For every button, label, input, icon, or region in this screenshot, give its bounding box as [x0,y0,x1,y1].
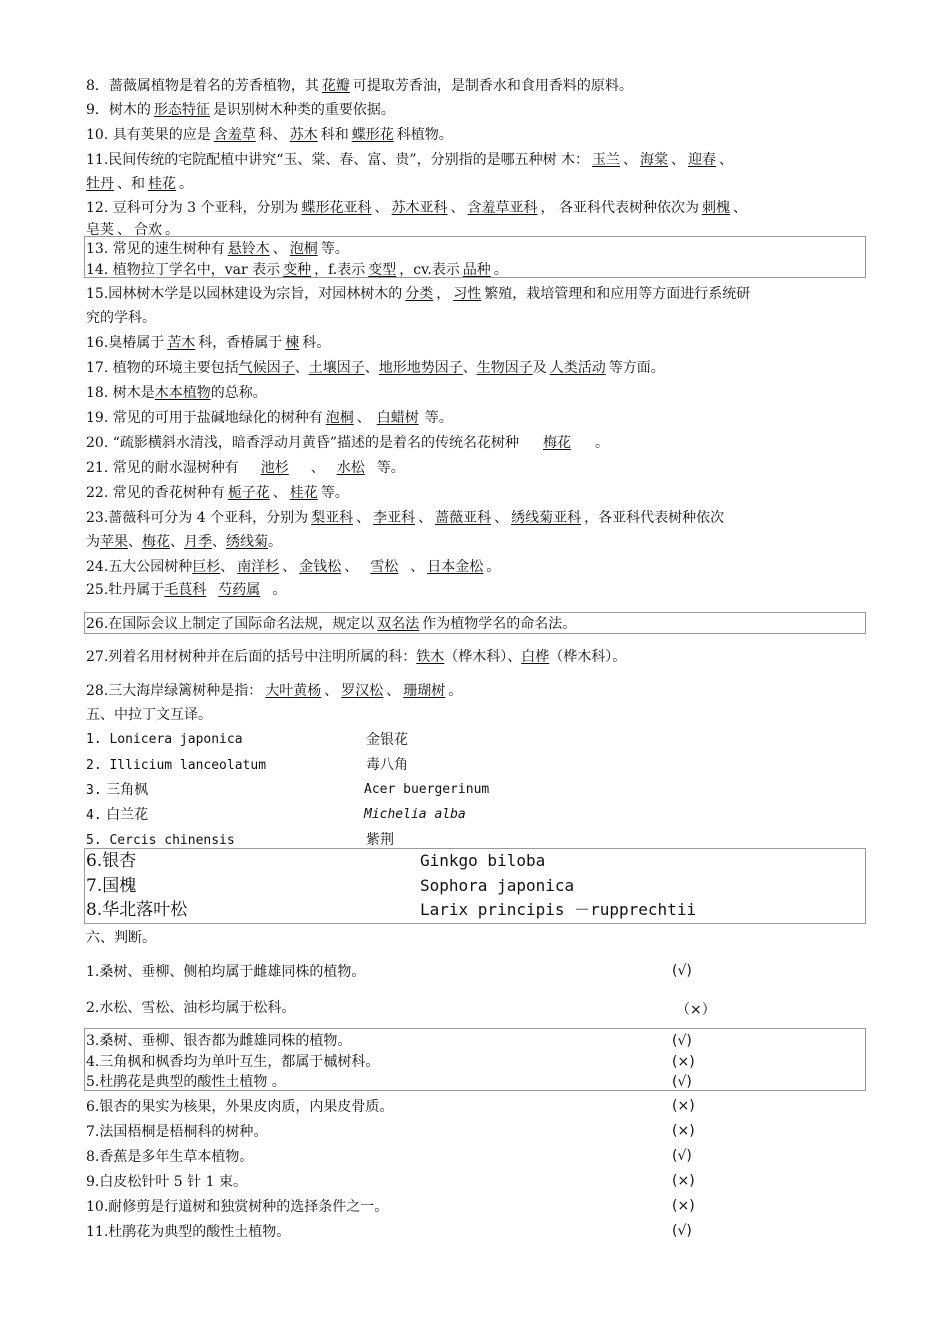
question-text: （桦木科）。 [549,649,627,665]
question-text: 22. 常见的香花树种有 [86,485,225,501]
question-text: ， 各亚科代表树种依次为 [540,200,699,216]
question-text: 等。 [320,485,349,501]
judgment-text: 5.杜鹃花是典型的酸性土植物 。 [86,1074,286,1090]
question-13 [86,240,349,258]
answer-blank: 迎春 [688,152,717,168]
separator: 、 [272,241,287,257]
separator: 、 [356,510,371,526]
question-16 [86,334,330,352]
answer-blank: 气候因子 [238,360,295,376]
answer-blank: 泡桐 [289,241,318,257]
row-number: 1. [86,732,102,747]
answer-blank: 罗汉松 [341,683,384,699]
judgment-mark: (√) [672,1033,692,1049]
question-text: 27.列着名用材树种并在后面的括号中注明所属的科： [86,649,417,665]
answer-blank: 楝 [285,335,300,351]
judgment-mark: (×) [672,1173,695,1189]
question-15 [86,285,750,303]
question-text: 为 [86,534,100,550]
judgment-mark: （×） [676,1002,716,1018]
separator: 及 [532,360,547,376]
judgment-item [86,1198,388,1216]
separator: 、 [732,200,747,216]
question-text: 13. 常见的速生树种有 [86,241,225,257]
answer-blank: 皂荚 [86,222,114,238]
question-text: 是识别树木种类的重要依据。 [212,102,395,118]
judgment-item [86,1033,351,1049]
question-text: ，f.表示 [314,262,366,278]
judgment-item [86,1098,393,1116]
row-number: 2. [86,758,102,773]
judgment-text: 4.三角枫和枫香均为单叶互生，都属于槭树科。 [86,1054,380,1070]
question-text: 科植物。 [396,127,453,143]
answer-blank: 悬铃木 [227,241,270,257]
judgment-mark: (√) [672,963,692,979]
judgment-text: 3.桑树、垂柳、银杏都为雌雄同株的植物。 [86,1033,352,1049]
separator: 、 [170,534,184,550]
judgment-mark: (×) [672,1098,695,1114]
answer-blank: 梅花 [142,534,170,550]
answer-blank: 习性 [453,286,482,302]
question-text: 等。 [376,460,405,476]
row-number: 8. [86,900,103,920]
judgment-item [86,1054,379,1070]
answer-blank: 水松 [336,460,365,476]
row-right: Ginkgo biloba [420,851,546,870]
question-text: 。 [165,222,179,238]
answer-blank: 牡丹 [86,176,114,192]
answer-blank: 木本植物 [154,385,211,401]
question-17 [86,359,665,377]
translation-row [86,900,697,920]
question-text: 28.三大海岸绿篱树种是指： [86,683,263,699]
row-right: Sophora japonica [420,876,575,895]
judgment-text: 7.法国梧桐是梧桐科的树种。 [86,1124,268,1140]
row-content [86,731,243,749]
answer-blank: 南洋杉 [237,559,280,575]
judgment-item [86,1074,286,1090]
answer-blank: 品种 [462,262,491,278]
row-content [86,851,136,871]
row-number: 4. [86,808,102,823]
answer-blank: 土壤因子 [308,360,365,376]
row-left: Illicium lanceolatum [109,758,267,773]
question-text: 16.臭椿属于 [86,335,165,351]
separator: 、 [450,200,465,216]
row-left: 华北落叶松 [102,900,188,920]
row-content [86,807,148,823]
row-right: Larix principis －rupprechtii [420,900,697,919]
question-text: 17. 植物的环境主要包括 [86,360,239,376]
separator: 、 [282,559,297,575]
separator: 、 [374,200,389,216]
question-22 [86,484,349,502]
question-text: 的总称。 [210,385,267,401]
row-right: Acer buergerinum [364,782,490,797]
translation-row [86,756,408,775]
separator: 、 [294,360,309,376]
question-text: 繁殖，栽培管理和和应用等方面进行系统研 [484,286,751,302]
question-text: 。 [448,683,463,699]
question-text: 科。 [302,335,331,351]
question-text: 10. 具有荚果的应是 [86,127,211,143]
question-text: 。 [595,435,610,451]
section-5-title: 五、中拉丁文互译。 [86,707,212,723]
judgment-text: 11.杜鹃花为典型的酸性土植物。 [86,1224,291,1240]
answer-blank: 海棠 [640,152,669,168]
separator: 、 [623,152,638,168]
question-text: 科、 [258,127,287,143]
answer-blank: 珊瑚树 [403,683,446,699]
answer-blank: 白桦 [521,649,550,665]
translation-row [86,806,466,825]
answer-blank: 日本金松 [427,559,484,575]
separator: 、 [671,152,686,168]
question-text: 科和 [320,127,349,143]
question-text: 26.在国际会议上制定了国际命名法规，规定以 [86,616,375,632]
judgment-text: 10.耐修剪是行道树和独赏树种的选择条件之一。 [86,1199,389,1215]
question-18 [86,384,267,402]
question-text: 。 [486,559,501,575]
row-left: 白兰花 [106,807,149,823]
question-20 [86,434,609,452]
answer-blank: 苏木亚科 [391,200,448,216]
row-left: Cercis chinensis [109,833,235,848]
row-left: 银杏 [102,851,137,871]
question-text: （桦木科）、 [444,649,522,665]
answer-blank: 芍药属 [218,582,261,598]
question-11 [86,151,733,169]
judgment-item [86,1223,290,1241]
answer-blank: 毛茛科 [164,582,207,598]
row-content [86,833,235,848]
separator: 、 [462,360,477,376]
answer-blank: 蔷薇亚科 [435,510,492,526]
question-23 [86,509,724,527]
question-9 [86,101,395,119]
question-text: 究的学科。 [86,310,156,326]
judgment-mark: (×) [672,1198,695,1214]
question-8 [86,77,633,95]
question-text: 等。 [320,241,349,257]
answer-blank: 梅花 [543,435,572,451]
separator: 、 [117,222,131,238]
question-26 [86,615,576,633]
question-10 [86,126,453,144]
question-text: 科，香椿属于 [198,335,283,351]
row-right: 紫荆 [366,832,394,848]
judgment-item [86,1148,253,1166]
answer-blank: 铁木 [416,649,445,665]
answer-blank: 泡桐 [325,410,354,426]
question-27 [86,648,626,666]
judgment-text: 6.银杏的果实为核果，外果皮肉质，内果皮骨质。 [86,1099,394,1115]
separator: 、 [418,510,433,526]
question-19 [86,409,453,427]
question-15-cont [86,309,156,327]
question-text: 。 [493,262,508,278]
separator: 、 [220,559,235,575]
question-text: 21. 常见的耐水湿树种有 [86,460,239,476]
judgment-mark: (√) [672,1223,692,1239]
question-text: 9．树木的 [86,102,151,118]
judgment-mark: (×) [672,1054,695,1070]
answer-blank: 金钱松 [299,559,342,575]
question-25 [86,581,286,599]
answer-blank: 双名法 [377,616,420,632]
row-left: 三角枫 [106,782,149,798]
answer-blank: 桂花 [289,485,318,501]
separator: 、 [344,559,359,575]
row-content [86,900,187,920]
answer-blank: 变型 [368,262,397,278]
answer-blank: 蝶形花亚科 [301,200,372,216]
question-24 [86,558,500,576]
answer-blank: 花瓣 [321,78,350,94]
question-28 [86,682,462,700]
separator: 、 [356,410,371,426]
separator: 、 [386,683,401,699]
answer-blank: 巨杉 [192,559,221,575]
translation-row [86,851,546,871]
row-content [86,782,148,798]
judgment-item [86,963,365,981]
answer-blank: 玉兰 [592,152,621,168]
judgment-mark: (√) [672,1074,692,1090]
separator: ， [436,286,451,302]
answer-blank: 人类活动 [549,360,606,376]
answer-blank: 月季 [184,534,212,550]
answer-blank: 栀子花 [227,485,270,501]
question-text: 。 [179,176,193,192]
row-number: 7. [86,876,103,896]
question-text: 15.园林树木学是以园林建设为宗旨，对园林树木的 [86,286,403,302]
question-21 [86,459,405,477]
answer-blank: 雪松 [370,559,399,575]
judgment-text: 2.水松、雪松、油杉均属于松科。 [86,1000,296,1016]
question-text: 11.民间传统的宅院配植中讲究“玉、棠、春、富、贵”，分别指的是哪五种树 木： [86,152,590,168]
answer-blank: 蝶形花 [351,127,394,143]
answer-blank: 绣线菊 [226,534,268,550]
judgment-mark: (×) [672,1123,695,1139]
answer-blank: 池杉 [260,460,289,476]
question-11-cont [86,175,193,193]
answer-blank: 刺槐 [701,200,730,216]
separator: 、 [212,534,226,550]
answer-blank: 生物因子 [476,360,533,376]
separator: 、 [719,152,734,168]
question-text: 12. 豆科可分为 3 个亚科，分别为 [86,200,299,216]
answer-blank: 苦木 [167,335,196,351]
judgment-item [86,1173,247,1191]
question-14 [86,261,508,279]
row-right: Michelia alba [364,807,466,822]
separator: 、 [272,485,287,501]
question-text: 。 [268,534,282,550]
answer-blank: 李亚科 [373,510,416,526]
separator: 、 [324,683,339,699]
question-text: 8．蔷薇属植物是着名的芳香植物，其 [86,78,319,94]
question-text: 。 [272,582,287,598]
judgment-text: 9.白皮松针叶 5 针 1 束。 [86,1174,247,1190]
judgment-text: 8.香蕉是多年生草本植物。 [86,1149,254,1165]
answer-blank: 变种 [283,262,312,278]
judgment-mark: (√) [672,1148,692,1164]
row-right: 毒八角 [366,757,408,773]
separator: 、 [128,534,142,550]
question-text: ，各亚科代表树种依次 [584,510,725,526]
answer-blank: 形态特征 [153,102,210,118]
question-23-cont [86,533,282,551]
separator: 、 [494,510,509,526]
row-content [86,758,266,773]
question-12 [86,199,747,217]
translation-row [86,876,575,896]
row-number: 6. [86,851,103,871]
judgment-item [86,999,295,1017]
question-text: 可提取芳香油，是制香水和食用香料的原料。 [352,78,633,94]
question-text: 23.蔷薇科可分为 4 个亚科，分别为 [86,510,309,526]
answer-blank: 苏木 [289,127,318,143]
answer-blank: 合欢 [134,222,162,238]
question-text: 25.牡丹属于 [86,582,165,598]
question-text: 20. “疏影横斜水清浅，暗香浮动月黄昏”描述的是着名的传统名花树种 [86,435,520,451]
row-number: 5. [86,833,102,848]
answer-blank: 含羞草亚科 [467,200,538,216]
question-text: 18. 树木是 [86,385,155,401]
answer-blank: 大叶黄杨 [265,683,322,699]
row-left: Lonicera japonica [109,732,243,747]
section-6-title: 六、判断。 [86,930,156,946]
row-content [86,876,136,896]
answer-blank: 绣线菊亚科 [511,510,582,526]
separator: 、 [310,460,325,476]
row-number: 3. [86,783,102,798]
question-text: 14. 植物拉丁学名中，var 表示 [86,262,281,278]
translation-row [86,781,490,800]
answer-blank: 地形地势因子 [378,360,463,376]
question-text: 等。 [424,410,453,426]
judgment-item [86,1123,267,1141]
separator: 、 [364,360,379,376]
question-text: 24.五大公园树种 [86,559,193,575]
answer-blank: 白蜡树 [376,410,419,426]
question-text: ，cv.表示 [399,262,460,278]
separator: 、 [410,559,425,575]
row-right: 金银花 [366,732,408,748]
answer-blank: 桂花 [148,176,176,192]
answer-blank: 梨亚科 [311,510,354,526]
row-left: 国槐 [102,876,137,896]
question-text: 作为植物学名的命名法。 [422,616,577,632]
question-text: 19. 常见的可用于盐碱地绿化的树种有 [86,410,323,426]
answer-blank: 含羞草 [213,127,256,143]
answer-blank: 苹果 [100,534,128,550]
answer-blank: 分类 [405,286,434,302]
question-text: 、和 [117,176,145,192]
question-text: 等方面。 [608,360,665,376]
judgment-text: 1.桑树、垂柳、侧柏均属于雌雄同株的植物。 [86,964,366,980]
